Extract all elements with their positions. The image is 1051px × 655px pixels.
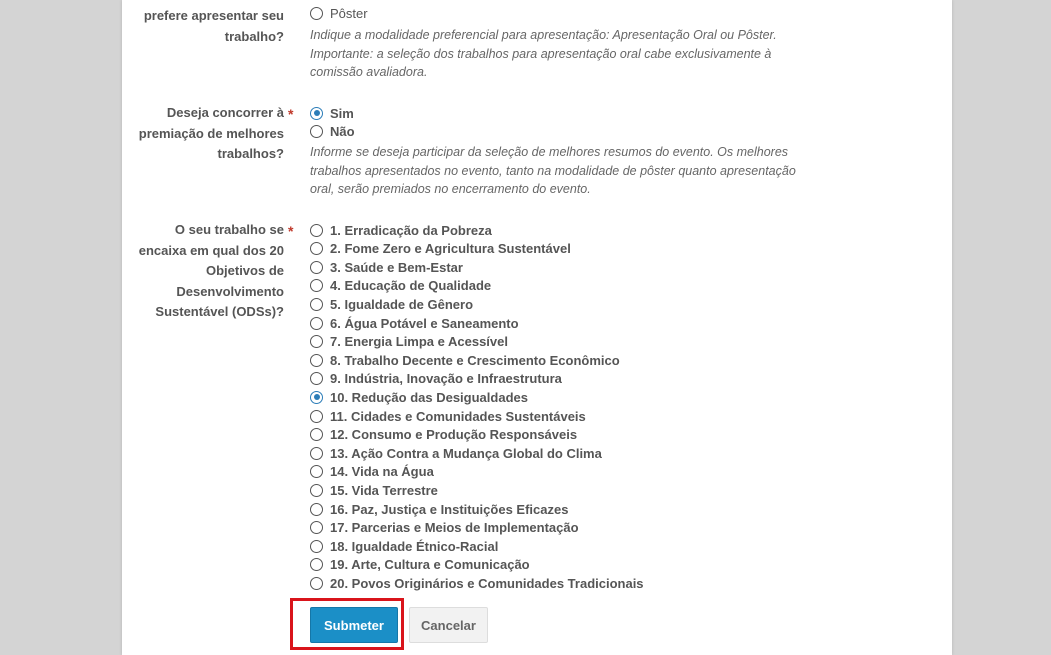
radio-button[interactable] xyxy=(310,298,323,311)
option-label: 11. Cidades e Comunidades Sustentáveis xyxy=(330,408,586,424)
required-marker: * xyxy=(288,223,294,239)
q1-label xyxy=(144,6,284,47)
option-label: 7. Energia Limpa e Acessível xyxy=(330,334,508,350)
option-label: 5. Igualdade de Gênero xyxy=(330,296,474,312)
radio-option-ods-7[interactable] xyxy=(310,333,508,351)
radio-button[interactable] xyxy=(310,279,323,292)
radio-button[interactable] xyxy=(310,317,323,330)
radio-option-ods-2[interactable] xyxy=(310,240,571,258)
radio-button-checked[interactable] xyxy=(310,107,323,120)
radio-button-checked[interactable] xyxy=(310,391,323,404)
radio-option-ods-14[interactable] xyxy=(310,463,434,481)
q2-label-line: premiação de melhores xyxy=(138,125,284,141)
q2-label xyxy=(139,103,284,165)
required-marker: * xyxy=(288,106,294,122)
radio-option-ods-1[interactable] xyxy=(310,221,492,239)
radio-button[interactable] xyxy=(310,540,323,553)
q3-label-line: O seu trabalho se xyxy=(174,222,284,237)
q2-label-line: Deseja concorrer à xyxy=(166,105,284,120)
q3-label xyxy=(139,220,284,323)
radio-button[interactable] xyxy=(310,484,323,497)
option-label: 16. Paz, Justiça e Instituições Eficazes xyxy=(330,501,569,517)
option-label: 4. Educação de Qualidade xyxy=(330,278,492,294)
option-label: 15. Vida Terrestre xyxy=(330,482,438,498)
option-label: 13. Ação Contra a Mudança Global do Clima xyxy=(330,445,602,461)
option-label: 14. Vida na Água xyxy=(330,464,434,480)
radio-option-ods-11[interactable] xyxy=(310,407,586,425)
radio-option-ods-3[interactable] xyxy=(310,258,463,276)
radio-option-ods-5[interactable] xyxy=(310,295,473,313)
q2-help-text: Informe se deseja participar da seleção de melhores resumos do evento. Os melhores trabalhos apresentados no evento, tanto na modalidade de pôster quanto apresentação oral, serão premiados no encerramento do evento. xyxy=(310,145,796,196)
radio-button[interactable] xyxy=(310,577,323,590)
radio-button[interactable] xyxy=(310,372,323,385)
radio-option-ods-9[interactable] xyxy=(310,370,562,388)
option-label: 6. Água Potável e Saneamento xyxy=(330,315,519,331)
radio-button[interactable] xyxy=(310,410,323,423)
q2-label-line: trabalhos? xyxy=(217,146,284,161)
submit-button[interactable]: Submeter xyxy=(310,607,398,643)
radio-option-ods-17[interactable] xyxy=(310,519,579,537)
radio-option-ods-15[interactable] xyxy=(310,481,438,499)
radio-option-ods-8[interactable] xyxy=(310,351,620,369)
radio-option-poster[interactable] xyxy=(310,4,368,22)
q3-label-line: Objetivos de xyxy=(205,263,284,278)
cancel-button[interactable]: Cancelar xyxy=(409,607,488,643)
q3-label-line: Desenvolvimento xyxy=(176,283,284,299)
radio-button[interactable] xyxy=(310,261,323,274)
q1-label-line: trabalho? xyxy=(224,28,284,44)
radio-option-ods-4[interactable] xyxy=(310,277,491,295)
option-label: 17. Parcerias e Meios de Implementação xyxy=(330,520,579,536)
radio-option-ods-13[interactable] xyxy=(310,444,602,462)
radio-button[interactable] xyxy=(310,242,323,255)
radio-button[interactable] xyxy=(310,503,323,516)
radio-option-ods-19[interactable] xyxy=(310,556,530,574)
radio-button[interactable] xyxy=(310,125,323,138)
option-label: 19. Arte, Cultura e Comunicação xyxy=(330,557,530,573)
option-label: 3. Saúde e Bem-Estar xyxy=(330,259,463,275)
radio-button[interactable] xyxy=(310,335,323,348)
q3-label-line: Sustentável (ODSs)? xyxy=(155,304,284,319)
radio-button[interactable] xyxy=(310,447,323,460)
option-label: Não xyxy=(330,123,355,139)
radio-option-ods-10[interactable] xyxy=(310,388,528,406)
radio-button[interactable] xyxy=(310,354,323,367)
q1-help-text: Indique a modalidade preferencial para apresentação: Apresentação Oral ou Pôster. Importante: a seleção dos trabalhos para apresentação oral cabe exclusivamente à comissão avaliadora. xyxy=(310,28,777,79)
radio-option-ods-18[interactable] xyxy=(310,537,498,555)
radio-option-ods-12[interactable] xyxy=(310,426,577,444)
q3-label-line: encaixa em qual dos 20 xyxy=(138,242,284,258)
radio-option-ods-16[interactable] xyxy=(310,500,568,518)
q1-label-line: prefere apresentar seu xyxy=(143,8,284,23)
radio-button[interactable] xyxy=(310,428,323,441)
radio-button[interactable] xyxy=(310,465,323,478)
option-label: 12. Consumo e Produção Responsáveis xyxy=(330,427,578,443)
radio-option-nao[interactable] xyxy=(310,122,355,140)
option-label: Pôster xyxy=(330,5,368,21)
option-label: Sim xyxy=(330,105,354,121)
option-label: 8. Trabalho Decente e Crescimento Econômico xyxy=(330,352,620,368)
radio-option-ods-6[interactable] xyxy=(310,314,519,332)
option-label: 20. Povos Originários e Comunidades Tradicionais xyxy=(330,575,644,591)
radio-button[interactable] xyxy=(310,7,323,20)
option-label: 18. Igualdade Étnico-Racial xyxy=(330,538,499,554)
option-label: 10. Redução das Desigualdades xyxy=(330,389,528,405)
radio-option-ods-20[interactable] xyxy=(310,574,644,592)
form-panel xyxy=(122,0,952,655)
radio-button[interactable] xyxy=(310,521,323,534)
option-label: 9. Indústria, Inovação e Infraestrutura xyxy=(330,371,562,387)
option-label: 1. Erradicação da Pobreza xyxy=(330,222,492,238)
radio-button[interactable] xyxy=(310,558,323,571)
radio-button[interactable] xyxy=(310,224,323,237)
radio-option-sim[interactable] xyxy=(310,104,354,122)
option-label: 2. Fome Zero e Agricultura Sustentável xyxy=(330,241,571,257)
